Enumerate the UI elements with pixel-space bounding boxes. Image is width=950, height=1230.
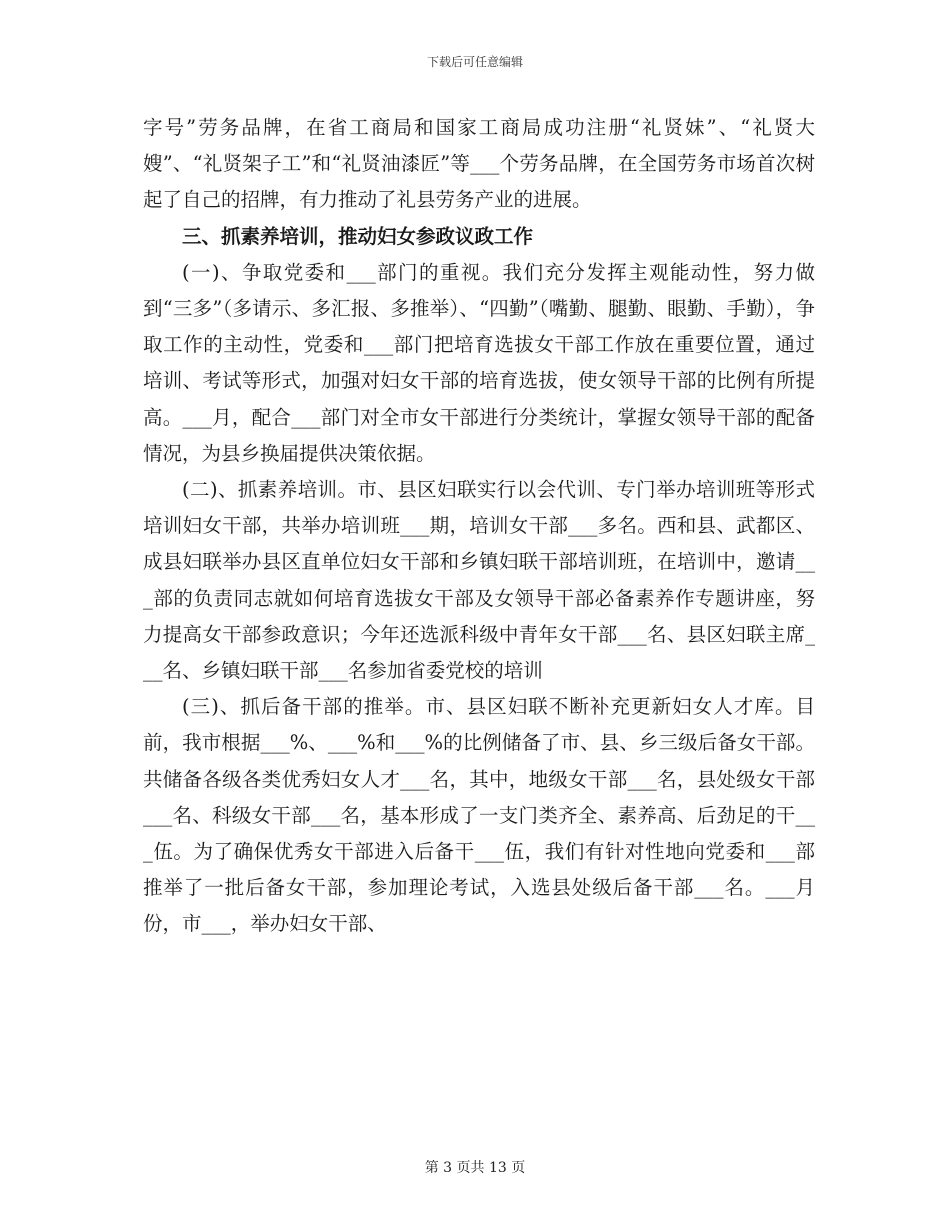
paragraph-continuation: 字号”劳务品牌，在省工商局和国家工商局成功注册“礼贤妹”、“礼贤大嫂”、“礼贤架子工”和“礼贤油漆匠”等___个劳务品牌，在全国劳务市场首次树起了自己的招牌，有力推动了礼县劳务产业的进展。 [143,116,815,212]
page-header: 下载后可任意编辑 [426,55,523,69]
page-footer: 第 3 页共 13 页 [424,1160,526,1176]
paragraph-party-support: (一)、争取党委和___部门的重视。我们充分发挥主观能动性，努力做到“三多”（多请示、多汇报、多推举）、“四勤”（嘴勤、腿勤、眼勤、手勤），争取工作的主动性，党委和___部门把培育选拔女干部工作放在重要位置，通过培训、考试等形式，加强对妇女干部的培育选拔，使女领导干部的比例有所提高。___月，配合___部门对全市女干部进行分类统计，掌握女领导干部的配备情况，为县乡换届提供决策依据。 [143,260,815,465]
section-heading: 三、抓素养培训，推动妇女参政议政工作 [182,224,534,248]
document-body [143,110,815,943]
paragraph-reserve-cadres: (三)、抓后备干部的推举。市、县区妇联不断补充更新妇女人才库。目前，我市根据___%、___%和___%的比例储备了市、县、乡三级后备女干部。共储备各级各类优秀妇女人才___名，其中，地级女干部___名，县处级女干部___名、科级女干部___名，基本形成了一支门类齐全、素养高、后劲足的干___伍。为了确保优秀女干部进入后备干___伍，我们有针对性地向党委和___部推举了一批后备女干部，参加理论考试，入选县处级后备干部___名。___月份，市___，举办妇女干部、 [143,695,815,936]
paragraph-training: (二)、抓素养培训。市、县区妇联实行以会代训、专门举办培训班等形式培训妇女干部，共举办培训班___期，培训女干部___多名。西和县、武都区、成县妇联举办县区直单位妇女干部和乡镇妇联干部培训班，在培训中，邀请___部的负责同志就如何培育选拔女干部及女领导干部必备素养作专题讲座，努力提高女干部参政意识；今年还选派科级中青年女干部___名、县区妇联主席___名、乡镇妇联干部___名参加省委党校的培训 [143,478,815,683]
